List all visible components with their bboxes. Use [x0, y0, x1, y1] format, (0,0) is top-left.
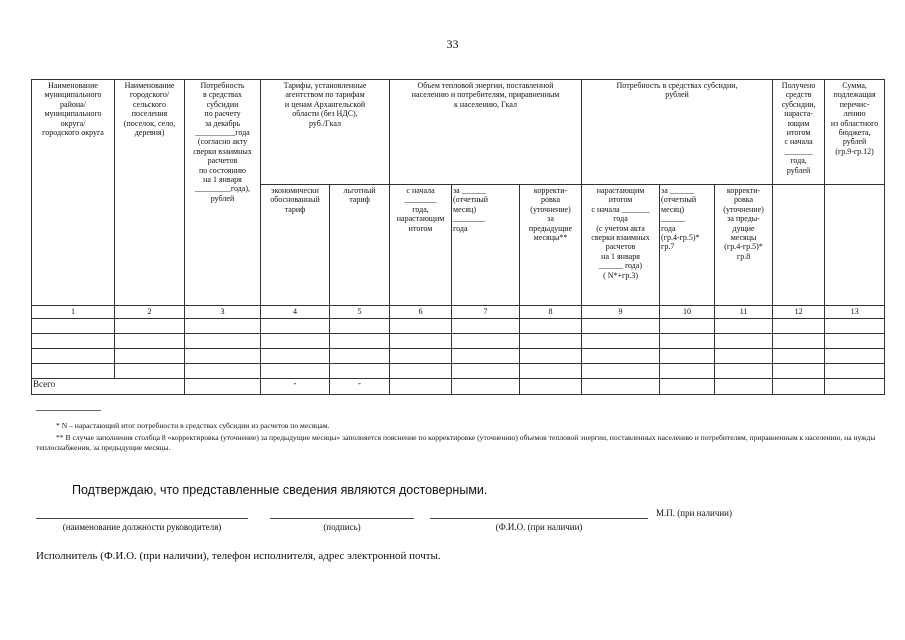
table-cell[interactable] — [660, 379, 715, 395]
position-caption: (наименование должности руководителя) — [62, 522, 222, 532]
table-cell[interactable] — [660, 334, 715, 349]
table-cell[interactable] — [715, 379, 773, 395]
column-number: 4 — [261, 306, 330, 319]
table-cell[interactable] — [660, 349, 715, 364]
header-col5: льготный тариф — [330, 185, 390, 306]
table-cell[interactable] — [330, 349, 390, 364]
header-need-group: Потребность в средствах субсидии, рублей — [582, 80, 773, 185]
table-cell[interactable] — [825, 319, 885, 334]
table-row — [32, 364, 885, 379]
footnote-divider — [36, 410, 101, 411]
table-cell[interactable] — [773, 364, 825, 379]
column-number: 6 — [390, 306, 452, 319]
table-cell[interactable] — [582, 379, 660, 395]
table-cell[interactable] — [452, 349, 520, 364]
column-number: 8 — [520, 306, 582, 319]
table-cell[interactable] — [32, 319, 115, 334]
header-col13: Сумма, подлежащая перечис- лению из областного бюджета, рублей (гр.9-гр.12) — [825, 80, 885, 185]
total-col4: - — [261, 379, 330, 395]
table-cell[interactable] — [520, 379, 582, 395]
total-row — [32, 379, 885, 395]
table-cell[interactable] — [452, 319, 520, 334]
table-cell[interactable] — [452, 364, 520, 379]
header-tariffs-group: Тарифы, установленные агентством по тарифам и ценам Архангельской области (без НДС), руб./Гкал — [261, 80, 390, 185]
table-row — [32, 334, 885, 349]
stamp-label: М.П. (при наличии) — [656, 508, 732, 518]
table-cell[interactable] — [715, 349, 773, 364]
column-number: 13 — [825, 306, 885, 319]
header-col11: корректи- ровка (уточнение) за преды- дущие месяцы (гр.4-гр.5)* гр.8 — [715, 185, 773, 306]
confirmation-statement: Подтверждаю, что представленные сведения являются достоверными. — [72, 483, 488, 497]
table-cell[interactable] — [115, 334, 185, 349]
table-cell[interactable] — [115, 364, 185, 379]
table-cell[interactable] — [185, 319, 261, 334]
table-cell[interactable] — [582, 319, 660, 334]
header-col7: за ______ (отчетный месяц) ________ года — [452, 185, 520, 306]
table-cell[interactable] — [452, 334, 520, 349]
table-cell[interactable] — [32, 349, 115, 364]
table-cell[interactable] — [773, 334, 825, 349]
header-col13-sub — [825, 185, 885, 306]
table-cell[interactable] — [715, 334, 773, 349]
table-cell[interactable] — [773, 319, 825, 334]
header-col12-sub — [773, 185, 825, 306]
table-cell[interactable] — [261, 364, 330, 379]
column-number: 2 — [115, 306, 185, 319]
table-cell[interactable] — [390, 379, 452, 395]
column-number: 5 — [330, 306, 390, 319]
table-cell[interactable] — [452, 379, 520, 395]
table-row — [32, 349, 885, 364]
table-cell[interactable] — [715, 319, 773, 334]
table-cell[interactable] — [520, 364, 582, 379]
table-cell[interactable] — [32, 364, 115, 379]
column-number: 3 — [185, 306, 261, 319]
table-cell[interactable] — [261, 319, 330, 334]
header-col1: Наименование муниципального района/ муниципального округа/ городского округа — [32, 80, 115, 306]
table-cell[interactable] — [390, 349, 452, 364]
table-cell[interactable] — [773, 379, 825, 395]
table-cell[interactable] — [390, 319, 452, 334]
position-line[interactable] — [36, 518, 248, 519]
total-label: Всего — [32, 379, 185, 395]
page-number: 33 — [446, 37, 459, 51]
table-cell[interactable] — [330, 334, 390, 349]
table-cell[interactable] — [825, 349, 885, 364]
signature-caption: (подпись) — [323, 522, 361, 532]
table-cell[interactable] — [582, 364, 660, 379]
table-cell[interactable] — [390, 364, 452, 379]
table-cell[interactable] — [520, 334, 582, 349]
table-cell[interactable] — [582, 349, 660, 364]
table-cell[interactable] — [660, 364, 715, 379]
table-cell[interactable] — [582, 334, 660, 349]
table-row — [32, 319, 885, 334]
table-cell[interactable] — [185, 334, 261, 349]
table-cell[interactable] — [390, 334, 452, 349]
table-cell[interactable] — [825, 379, 885, 395]
name-caption: (Ф.И.О. (при наличии) — [495, 522, 583, 532]
table-cell[interactable] — [773, 349, 825, 364]
table-cell[interactable] — [330, 364, 390, 379]
column-number: 9 — [582, 306, 660, 319]
table-cell[interactable] — [715, 364, 773, 379]
header-row-1 — [32, 80, 885, 185]
table-cell[interactable] — [330, 319, 390, 334]
header-col9: нарастающим итогом с начала _______ года (с учетом акта сверки взаимных расчетов на 1 января ______ года) ( N*+гр.3) — [582, 185, 660, 306]
header-col10: за ______ (отчетный месяц) ______ года (гр.4-гр.5)* гр.7 — [660, 185, 715, 306]
header-col4: экономически обоснованный тариф — [261, 185, 330, 306]
table-cell[interactable] — [520, 349, 582, 364]
table-cell[interactable] — [520, 319, 582, 334]
column-number: 12 — [773, 306, 825, 319]
header-col2: Наименование городского/ сельского поселения (поселок, село, деревня) — [115, 80, 185, 306]
column-number-row — [32, 306, 885, 319]
signature-line[interactable] — [270, 518, 414, 519]
table-cell[interactable] — [660, 319, 715, 334]
column-number: 7 — [452, 306, 520, 319]
footnote-2: ** В случае заполнения столбца 8 «корректировка (уточнение) за предыдущие месяцы» заполняется пояснение по корректировке (уточнению) объемов тепловой энергии, поставленных населению и потребителям, приравненным к населению, на нужды теплоснабжения, за предыдущие месяцы. — [36, 433, 876, 452]
column-number: 10 — [660, 306, 715, 319]
table-cell[interactable] — [185, 349, 261, 364]
table-cell[interactable] — [261, 334, 330, 349]
table-cell[interactable] — [115, 349, 185, 364]
header-heat-group: Объем тепловой энергии, поставленной населению и потребителям, приравненным к населению, Гкал — [390, 80, 582, 185]
table-cell[interactable] — [825, 334, 885, 349]
table-cell[interactable] — [261, 349, 330, 364]
table-cell[interactable] — [32, 334, 115, 349]
table-cell[interactable] — [825, 364, 885, 379]
header-col6: с начала ________ года, нарастающим итогом — [390, 185, 452, 306]
table-cell[interactable] — [185, 379, 261, 395]
subsidy-table — [31, 79, 885, 395]
executor-line: Исполнитель (Ф.И.О. (при наличии), телефон исполнителя, адрес электронной почты. — [36, 550, 441, 562]
header-col8: корректи- ровка (уточнение) за предыдущие месяцы** — [520, 185, 582, 306]
footnote-1: * N – нарастающий итог потребности в средствах субсидии из расчетов по месяцам. — [56, 421, 330, 430]
name-line[interactable] — [430, 518, 648, 519]
header-col12: Получено средств субсидии, нараста- ющим итогом с начала _______ года, рублей — [773, 80, 825, 185]
table-cell[interactable] — [115, 319, 185, 334]
header-col3: Потребность в средствах субсидии по расчету за декабрь __________года (согласно акту сверки взаимных расчетов по состоянию на 1 января _________года), рублей — [185, 80, 261, 306]
column-number: 1 — [32, 306, 115, 319]
total-col5: - — [330, 379, 390, 395]
table-cell[interactable] — [185, 364, 261, 379]
column-number: 11 — [715, 306, 773, 319]
